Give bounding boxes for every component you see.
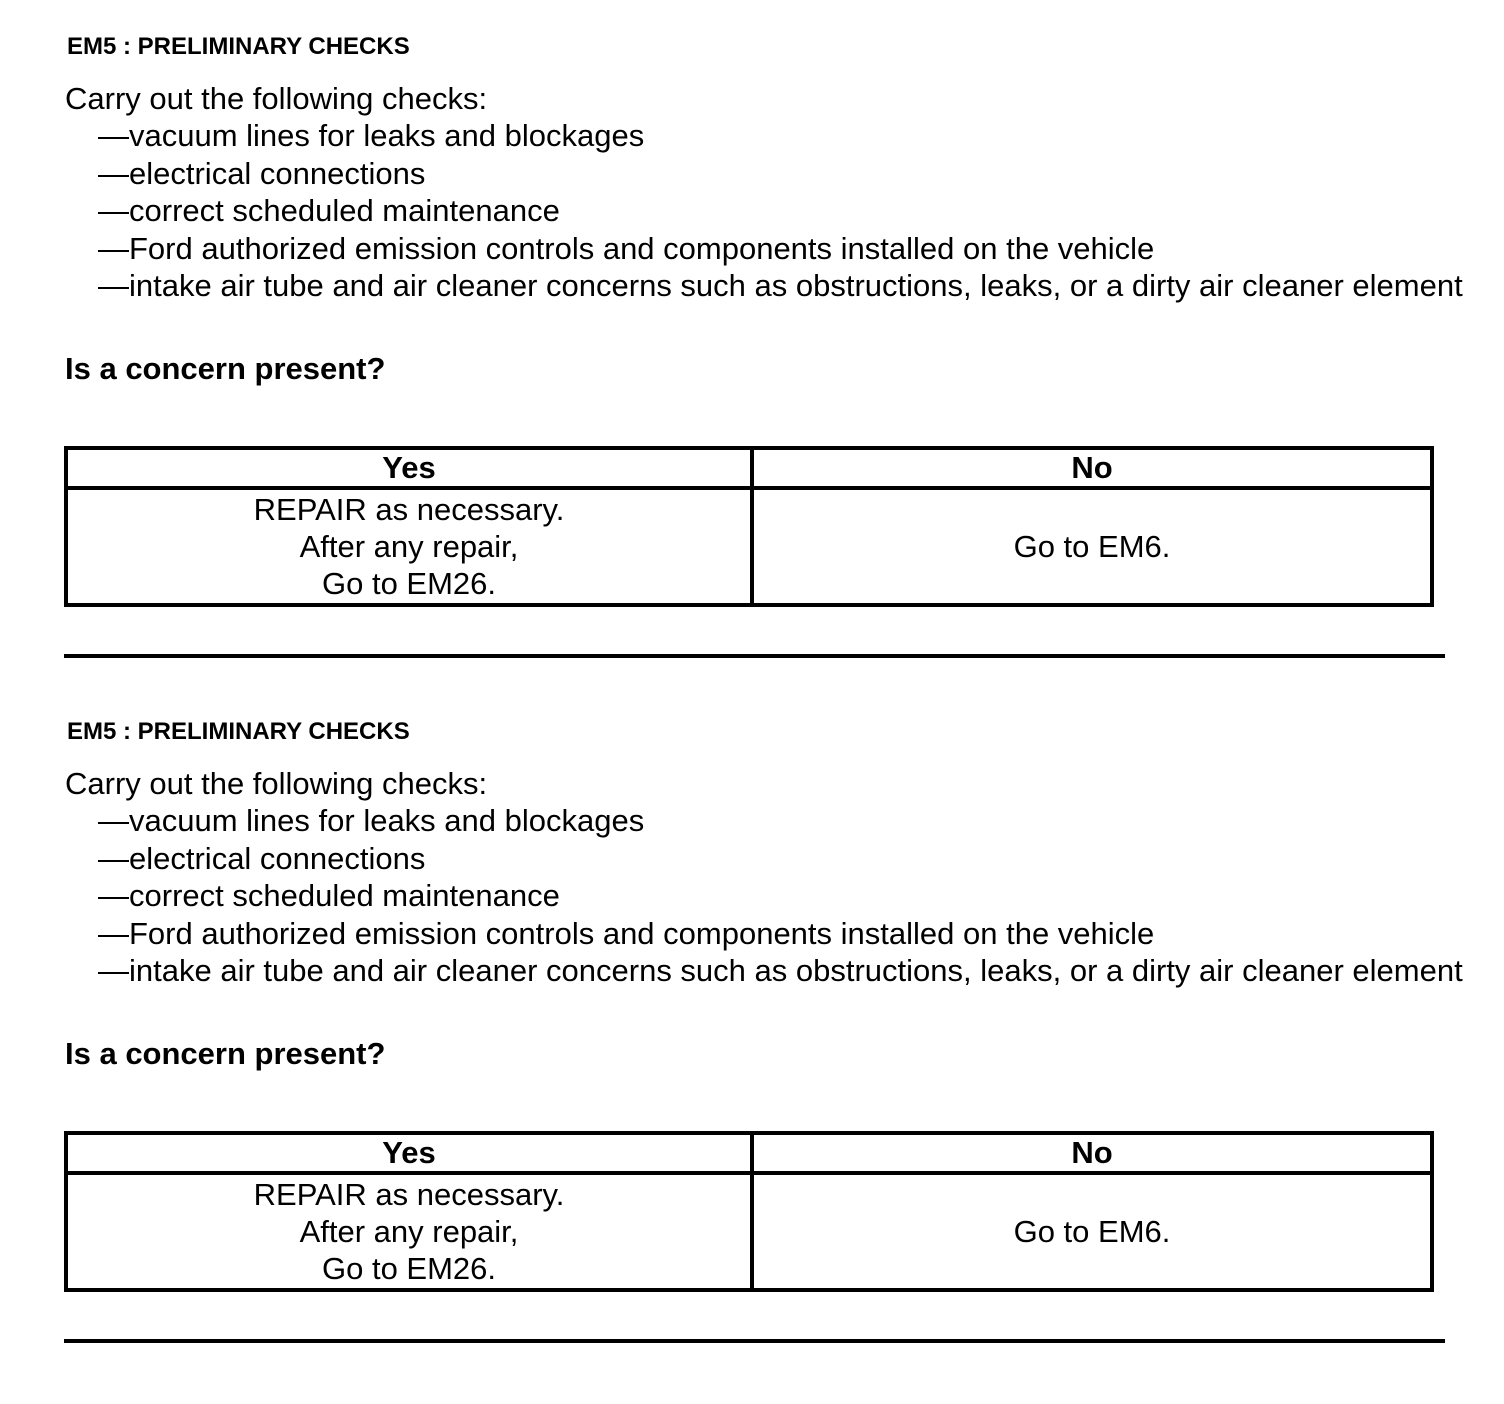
- no-cell: Go to EM6.: [752, 488, 1432, 605]
- yes-line: After any repair,: [299, 1214, 519, 1249]
- section-divider: [64, 654, 1445, 658]
- no-cell: Go to EM6.: [752, 1173, 1432, 1290]
- section-divider: [64, 1339, 1445, 1343]
- check-item: —vacuum lines for leaks and blockages: [98, 803, 645, 838]
- step-title: EM5 : PRELIMINARY CHECKS: [67, 718, 410, 745]
- procedure-section-1: [0, 0, 1504, 685]
- check-item: —Ford authorized emission controls and components installed on the vehicle: [98, 915, 1155, 951]
- no-header: No: [752, 1133, 1432, 1173]
- yes-line: After any repair,: [299, 529, 519, 564]
- yes-cell: [66, 488, 752, 605]
- yes-line: Go to EM26.: [321, 566, 497, 601]
- check-item: —correct scheduled maintenance: [98, 878, 560, 913]
- yes-header: Yes: [66, 448, 752, 488]
- decision-table: [64, 1131, 1434, 1292]
- yes-header: Yes: [66, 1133, 752, 1173]
- no-header: No: [752, 448, 1432, 488]
- check-item: —vacuum lines for leaks and blockages: [98, 118, 645, 153]
- table-row: [66, 488, 1432, 605]
- question-text: Is a concern present?: [65, 1036, 386, 1071]
- check-item: —intake air tube and air cleaner concerns such as obstructions, leaks, or a dirty air cleaner element: [98, 953, 1463, 988]
- check-item: —intake air tube and air cleaner concerns such as obstructions, leaks, or a dirty air cleaner element: [98, 268, 1463, 303]
- question-text: Is a concern present?: [65, 351, 386, 386]
- decision-table: [64, 446, 1434, 607]
- check-item: —correct scheduled maintenance: [98, 193, 560, 228]
- table-header-row: [66, 448, 1432, 488]
- intro-text: Carry out the following checks:: [65, 81, 488, 116]
- yes-line: REPAIR as necessary.: [253, 492, 565, 527]
- step-title: EM5 : PRELIMINARY CHECKS: [67, 33, 410, 60]
- yes-line: Go to EM26.: [321, 1251, 497, 1286]
- check-item: —electrical connections: [98, 155, 426, 191]
- table-row: [66, 1173, 1432, 1290]
- checks-list: [98, 802, 1478, 990]
- procedure-section-2: [0, 685, 1504, 1370]
- check-item: —Ford authorized emission controls and components installed on the vehicle: [98, 230, 1155, 266]
- check-item: —electrical connections: [98, 840, 426, 876]
- table-header-row: [66, 1133, 1432, 1173]
- checks-list: [98, 117, 1478, 305]
- yes-line: REPAIR as necessary.: [253, 1177, 565, 1212]
- intro-text: Carry out the following checks:: [65, 766, 488, 801]
- yes-cell: [66, 1173, 752, 1290]
